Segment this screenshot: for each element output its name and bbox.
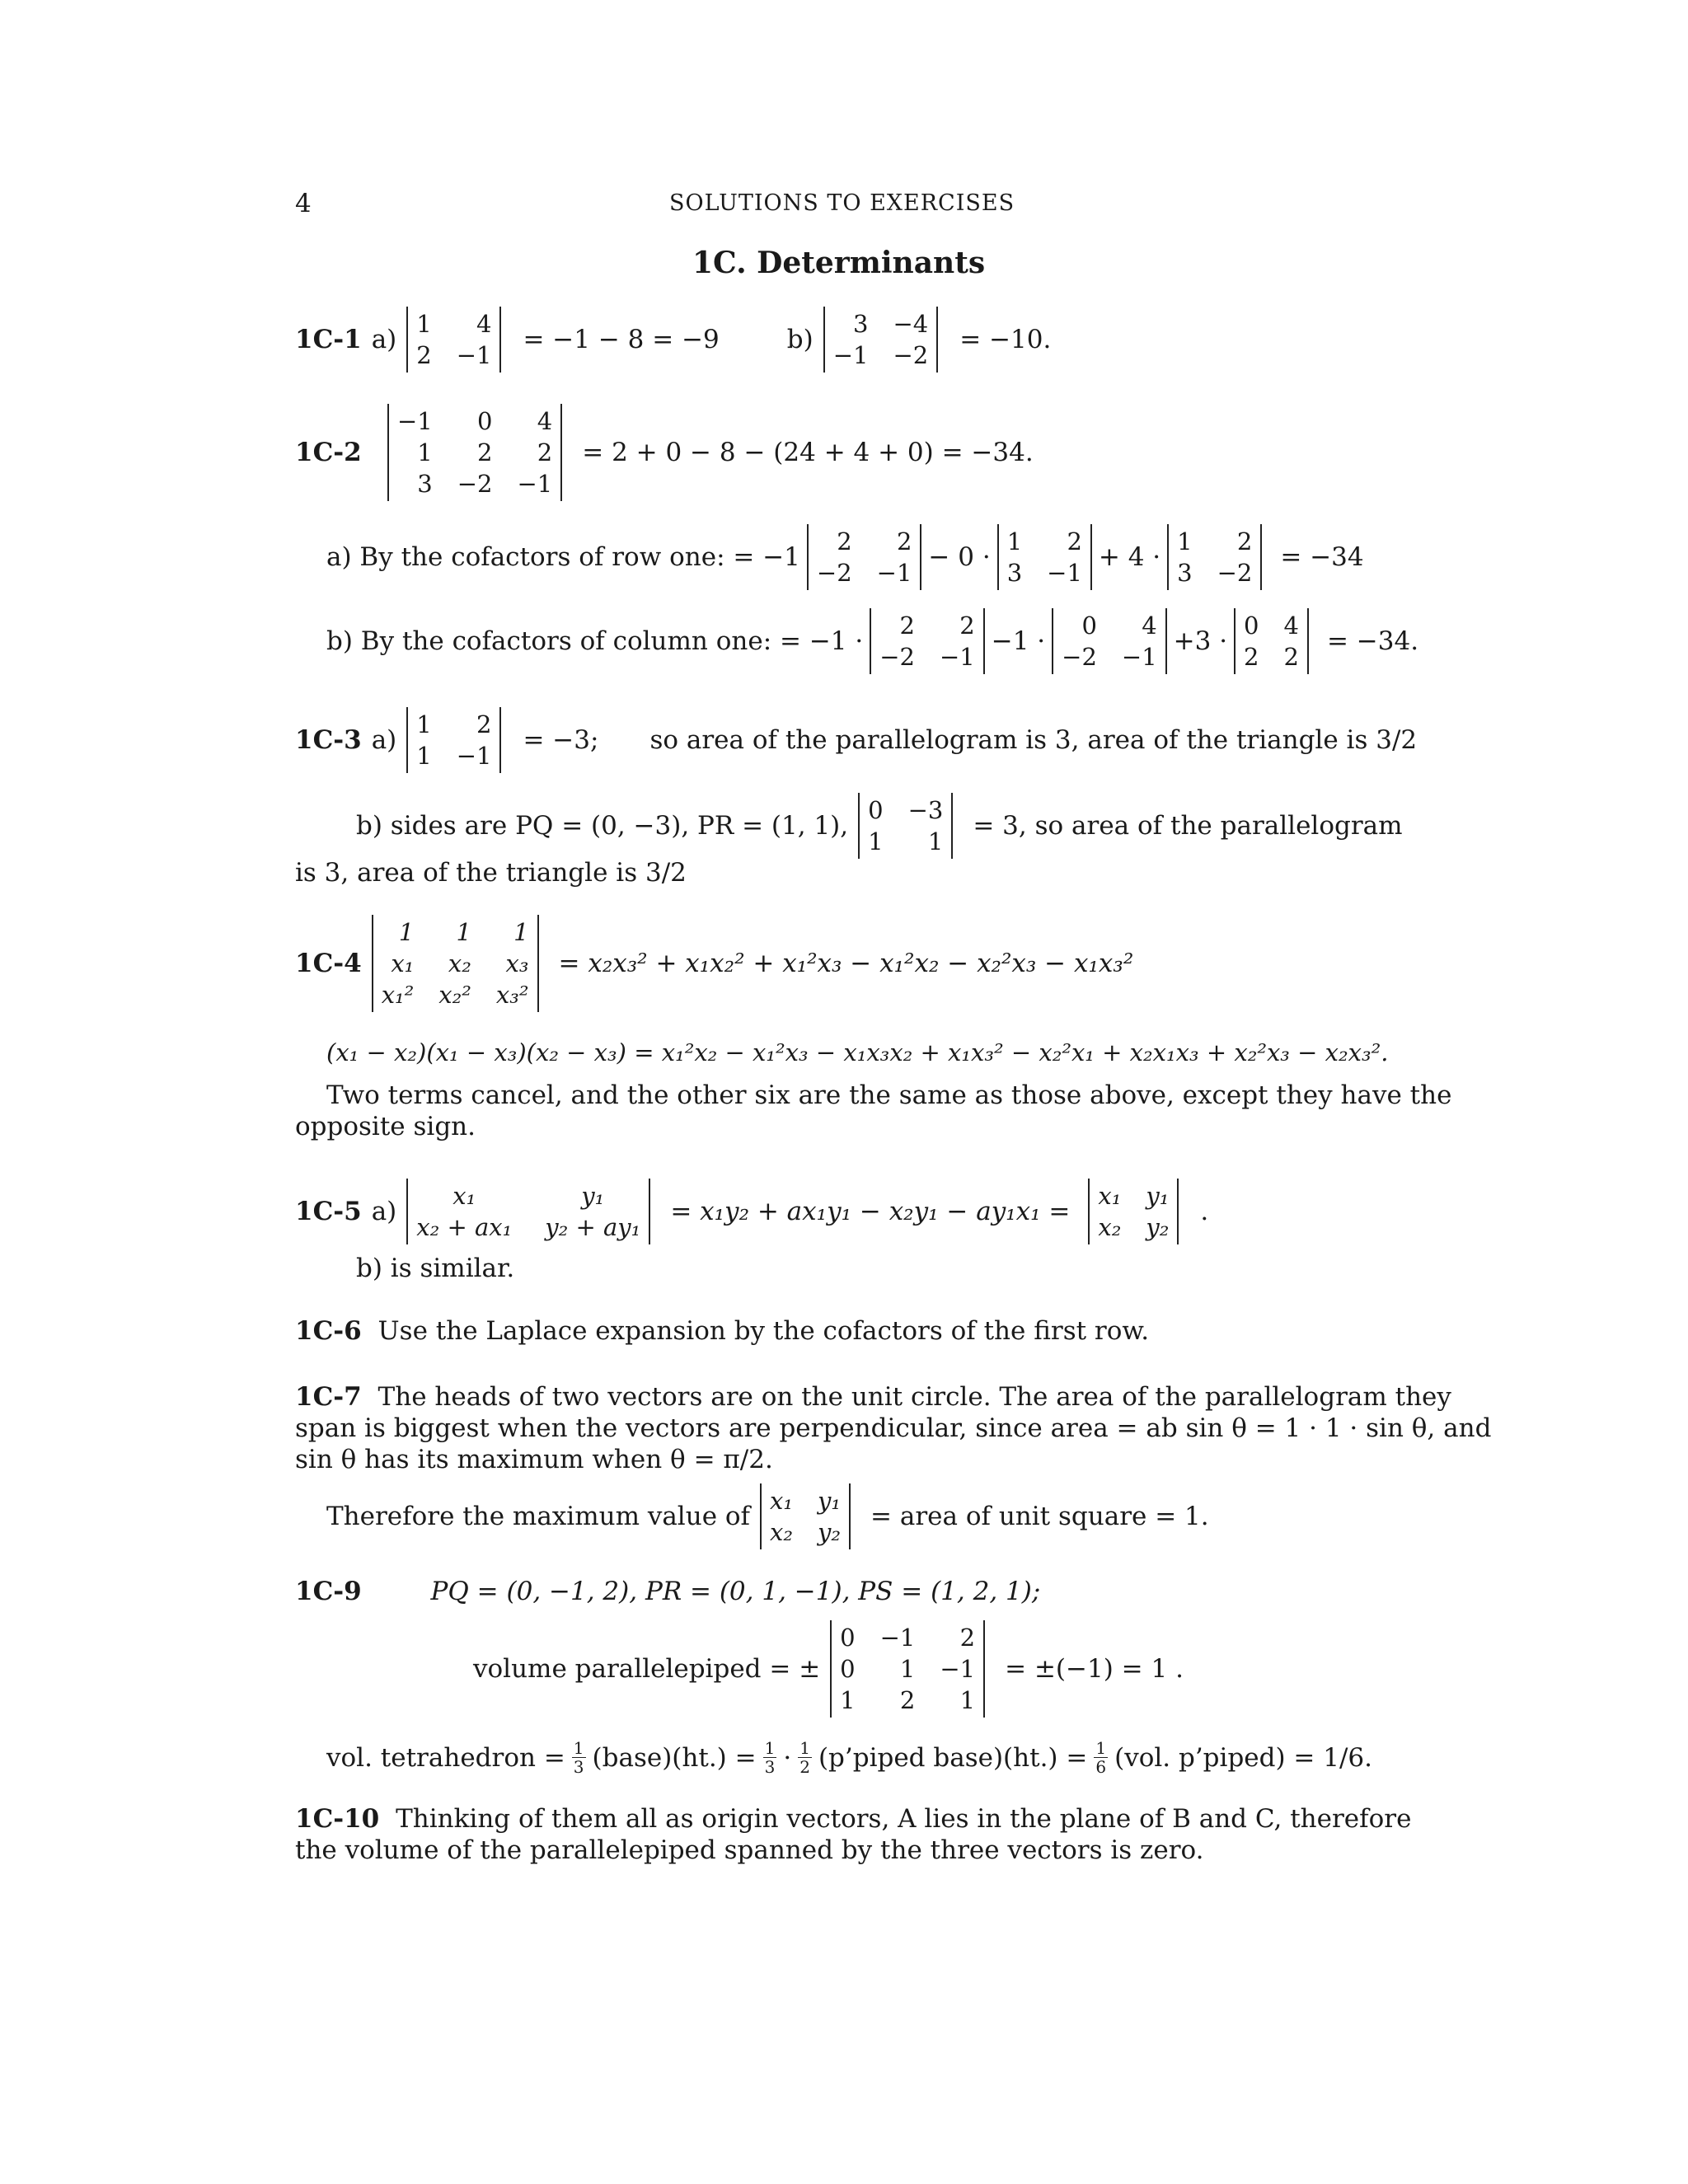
op: + 4 · xyxy=(1098,542,1161,572)
result: = −34. xyxy=(1326,626,1419,656)
text-1c-10-l2: the volume of the parallelepiped spanned by the three vectors is zero. xyxy=(295,1835,1204,1865)
tet-text-b: (base)(ht.) = xyxy=(592,1742,757,1773)
label-1c-5: 1C-5 xyxy=(295,1197,362,1226)
text-1c-4-line2: opposite sign. xyxy=(295,1112,476,1141)
vectors-line: PQ = (0, −1, 2), PR = (0, 1, −1), PS = (1, 2, 1); xyxy=(430,1577,1041,1606)
page-number: 4 xyxy=(295,189,312,218)
tet-text-d: (p’piped base)(ht.) = xyxy=(818,1742,1088,1773)
determinant-b: 0 −3 1 1 xyxy=(858,793,953,859)
label-1c-9: 1C-9 xyxy=(295,1577,362,1606)
text-1c-10-l1: Thinking of them all as origin vectors, A lies in the plane of B and C, therefore xyxy=(396,1804,1412,1834)
text-1c-6: Use the Laplace expansion by the cofactors of the first row. xyxy=(377,1316,1150,1346)
part-b: b) xyxy=(786,325,814,354)
fraction-one-third: $\frac{1}{3}$ xyxy=(764,1738,776,1777)
problem-1c-9 xyxy=(295,1576,1040,1607)
problem-1c-10 xyxy=(295,1803,1411,1835)
text-1c-7-l2: span is biggest when the vectors are perpendicular, since area = ab sin θ = 1 · 1 · sin θ, and xyxy=(295,1413,1492,1443)
label-1c-10: 1C-10 xyxy=(295,1804,380,1834)
minor-3: 0 4 2 2 xyxy=(1234,608,1309,674)
determinant-b: 3 −4 −1 −2 xyxy=(823,307,939,373)
tetrahedron-line xyxy=(326,1739,1372,1776)
vandermonde-determinant: 1 1 1 x₁ x₂ x₃ x₁² x₂² x₃² xyxy=(372,915,539,1012)
part-a: a) xyxy=(371,325,397,354)
label-1c-4: 1C-4 xyxy=(295,949,362,978)
determinant-a: 1 4 2 −1 xyxy=(406,307,501,373)
problem-1c-2 xyxy=(295,404,1034,501)
minor-2: 0 4 −2 −1 xyxy=(1052,608,1167,674)
problem-1c-4 xyxy=(295,915,1133,1012)
text-1c-7-l3: sin θ has its maximum when θ = π/2. xyxy=(295,1445,773,1474)
label-1c-3: 1C-3 xyxy=(295,725,362,755)
running-title: SOLUTIONS TO EXERCISES xyxy=(669,190,1015,216)
problem-1c-5 xyxy=(295,1179,1208,1244)
minor-3: 1 2 3 −2 xyxy=(1167,524,1262,590)
tet-text-e: (vol. p’piped) = 1/6. xyxy=(1114,1742,1372,1773)
product-expansion: (x₁ − x₂)(x₁ − x₃)(x₂ − x₃) = x₁²x₂ − x₁²x₃ − x₁x₃x₂ + x₁x₃² − x₂²x₁ + x₂x₁x₃ + x₂²x₃ − x₂x₃². xyxy=(326,1038,1389,1066)
volume-result: = ±(−1) = 1 . xyxy=(1005,1654,1184,1684)
cofactor-row-one xyxy=(326,524,1364,590)
text-1c-4-line1: Two terms cancel, and the other six are the same as those above, except they have the xyxy=(326,1080,1452,1110)
part-a: a) xyxy=(371,1197,397,1226)
minor-1: 2 2 −2 −1 xyxy=(807,524,922,590)
fraction-one-half: $\frac{1}{2}$ xyxy=(799,1738,810,1777)
determinant-a: x₁ y₁ x₂ + ax₁ y₂ + ay₁ xyxy=(406,1179,650,1244)
max-value-line xyxy=(326,1483,1209,1549)
tet-text-a: vol. tetrahedron = xyxy=(326,1742,565,1773)
period: . xyxy=(1200,1197,1209,1226)
label-1c-1: 1C-1 xyxy=(295,325,362,354)
determinant-xy: x₁ y₁ x₂ y₂ xyxy=(760,1483,851,1549)
op: − 0 · xyxy=(928,542,991,572)
minor-1: 2 2 −2 −1 xyxy=(870,608,985,674)
result: = −34 xyxy=(1280,542,1364,572)
problem-1c-3b-cont: is 3, area of the triangle is 3/2 xyxy=(295,858,687,888)
op: +3 · xyxy=(1173,626,1228,656)
expansion: = x₂x₃² + x₁x₂² + x₁²x₃ − x₁²x₂ − x₂²x₃ − x₁x₃² xyxy=(558,949,1134,978)
text-1c-7-result: = area of unit square = 1. xyxy=(870,1502,1209,1531)
label-1c-6: 1C-6 xyxy=(295,1316,362,1346)
part-a: a) xyxy=(371,725,397,755)
section-title: 1C. Determinants xyxy=(692,246,986,280)
result-a: = −3; xyxy=(523,725,599,755)
part-b-text: b) sides are PQ = (0, −3), PR = (1, 1), xyxy=(356,811,849,841)
cofactor-row-text: a) By the cofactors of row one: = −1 xyxy=(326,542,800,572)
minor-2: 1 2 3 −1 xyxy=(997,524,1092,590)
fraction-one-sixth: $\frac{1}{6}$ xyxy=(1095,1738,1107,1777)
result-b: = −10. xyxy=(959,325,1052,354)
determinant-a: 1 2 1 −1 xyxy=(406,707,501,773)
cofactor-column-one xyxy=(326,608,1418,674)
problem-1c-7 xyxy=(295,1381,1451,1413)
volume-text: volume parallelepiped = ± xyxy=(473,1654,821,1684)
op: −1 · xyxy=(991,626,1046,656)
result-b: = 3, so area of the parallelogram xyxy=(973,811,1403,841)
result-a: = −1 − 8 = −9 xyxy=(523,325,720,354)
fraction-one-third: $\frac{1}{3}$ xyxy=(573,1738,584,1777)
cofactor-col-text: b) By the cofactors of column one: = −1 · xyxy=(326,626,864,656)
label-1c-2: 1C-2 xyxy=(295,438,362,467)
text-1c-7-l1: The heads of two vectors are on the unit circle. The area of the parallelogram they xyxy=(377,1382,1451,1412)
problem-1c-1 xyxy=(295,307,1051,373)
text-1c-7-l4: Therefore the maximum value of xyxy=(326,1502,751,1531)
problem-1c-3b xyxy=(356,793,1403,859)
determinant-result: x₁ y₁ x₂ y₂ xyxy=(1088,1179,1179,1244)
problem-1c-6 xyxy=(295,1315,1149,1347)
volume-line xyxy=(473,1620,1184,1718)
determinant-volume: 0 −1 2 0 1 −1 1 2 1 xyxy=(830,1620,985,1718)
dot: · xyxy=(783,1742,792,1773)
result: = x₁y₂ + ax₁y₁ − x₂y₁ − ay₁x₁ = xyxy=(670,1197,1071,1226)
result: = 2 + 0 − 8 − (24 + 4 + 0) = −34. xyxy=(582,438,1034,467)
note-a: so area of the parallelogram is 3, area of the triangle is 3/2 xyxy=(649,725,1418,755)
determinant-3x3: −1 0 4 1 2 2 3 −2 −1 xyxy=(387,404,562,501)
label-1c-7: 1C-7 xyxy=(295,1382,362,1412)
problem-1c-3 xyxy=(295,707,1417,773)
part-b-1c-5: b) is similar. xyxy=(356,1254,515,1283)
